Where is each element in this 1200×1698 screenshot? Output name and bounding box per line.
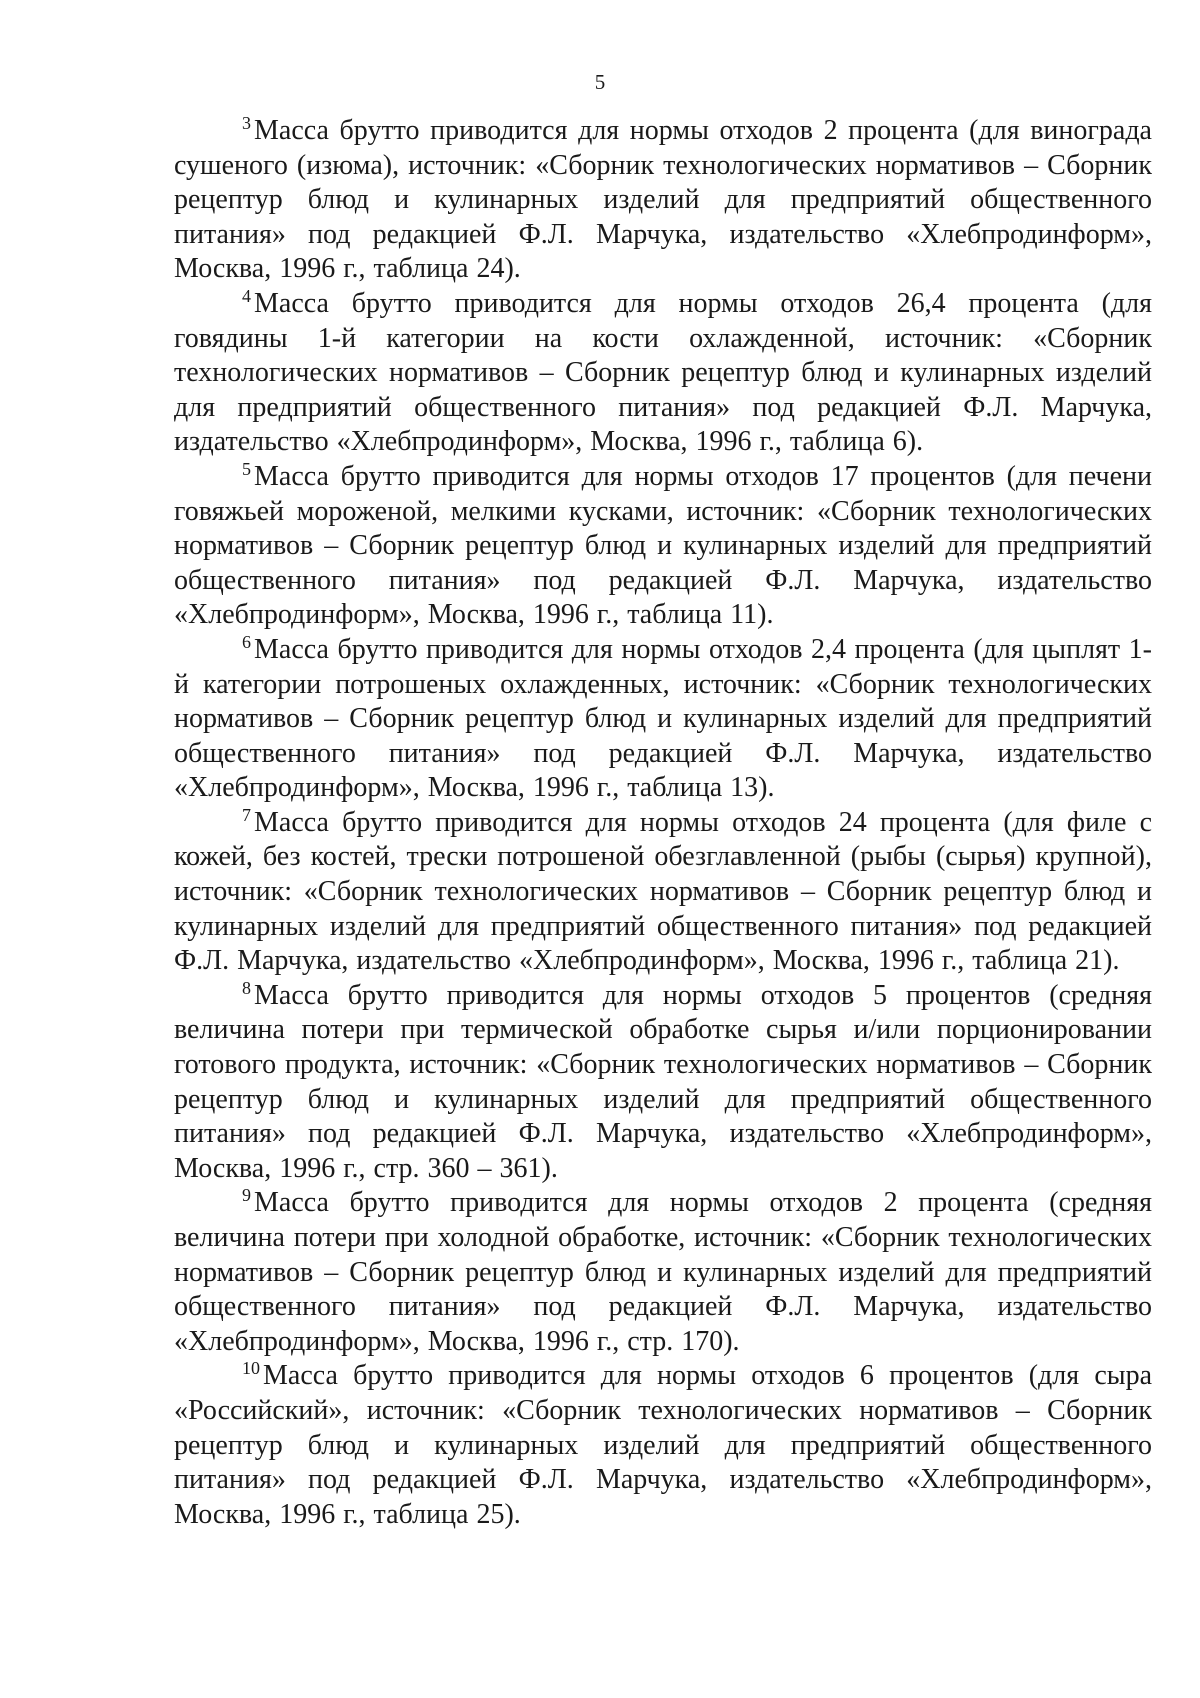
- page-number: 5: [594, 70, 606, 94]
- footnote-marker: 10: [242, 1358, 260, 1379]
- footnote-marker: 7: [242, 804, 251, 825]
- footnote-9: [174, 1186, 1152, 1359]
- footnote-text: Масса брутто приводится для нормы отходов 26,4 процента (для говядины 1-й категории на кости охлажденной, источник: «Сборник технологических нормативов – Сборник рецептур блюд и кулинарных изделий для предприятий общественного питания» под редакцией Ф.Л. Марчука, издательство «Хлебпродинформ», Москва, 1996 г., таблица 6).: [174, 287, 1152, 458]
- footnote-8: [174, 979, 1152, 1187]
- footnote-text: Масса брутто приводится для нормы отходов 24 процента (для филе с кожей, без костей, трески потрошеной обезглавленной (рыбы (сырья) крупной), источник: «Сборник технологических нормативов – Сборник рецептур блюд и кулинарных изделий для предприятий общественного питания» под редакцией Ф.Л. Марчука, издательство «Хлебпродинформ», Москва, 1996 г., таблица 21).: [174, 806, 1152, 977]
- footnote-marker: 4: [242, 285, 251, 306]
- footnote-6: [174, 633, 1152, 806]
- footnotes-section: [174, 114, 1152, 1532]
- footnote-marker: 8: [242, 977, 251, 998]
- footnote-marker: 5: [242, 458, 251, 479]
- footnote-3: [174, 114, 1152, 287]
- footnote-marker: 3: [242, 113, 251, 133]
- footnote-5: [174, 460, 1152, 633]
- footnote-marker: 6: [242, 631, 251, 652]
- footnote-7: [174, 806, 1152, 979]
- footnote-text: Масса брутто приводится для нормы отходов 2 процента (для винограда сушеного (изюма), источник: «Сборник технологических нормативов – Сборник рецептур блюд и кулинарных изделий для предприятий общественного питания» под редакцией Ф.Л. Марчука, издательство «Хлебпродинформ», Москва, 1996 г., таблица 24).: [174, 115, 1152, 285]
- footnote-10: [174, 1359, 1152, 1532]
- footnote-text: Масса брутто приводится для нормы отходов 6 процентов (для сыра «Российский», источник: «Сборник технологических нормативов – Сборник рецептур блюд и кулинарных изделий для предприятий общественного питания» под редакцией Ф.Л. Марчука, издательство «Хлебпродинформ», Москва, 1996 г., таблица 25).: [174, 1360, 1152, 1530]
- footnote-text: Масса брутто приводится для нормы отходов 2 процента (средняя величина потери при холодной обработке, источник: «Сборник технологических нормативов – Сборник рецептур блюд и кулинарных изделий для предприятий общественного питания» под редакцией Ф.Л. Марчука, издательство «Хлебпродинформ», Москва, 1996 г., стр. 170).: [174, 1187, 1152, 1357]
- footnote-text: Масса брутто приводится для нормы отходов 2,4 процента (для цыплят 1-й категории потрошеных охлажденных, источник: «Сборник технологических нормативов – Сборник рецептур блюд и кулинарных изделий для предприятий общественного питания» под редакцией Ф.Л. Марчука, издательство «Хлебпродинформ», Москва, 1996 г., таблица 13).: [174, 633, 1152, 804]
- footnote-4: [174, 287, 1152, 460]
- footnote-text: Масса брутто приводится для нормы отходов 17 процентов (для печени говяжьей мороженой, мелкими кусками, источник: «Сборник технологических нормативов – Сборник рецептур блюд и кулинарных изделий для предприятий общественного питания» под редакцией Ф.Л. Марчука, издательство «Хлебпродинформ», Москва, 1996 г., таблица 11).: [174, 460, 1152, 631]
- footnote-text: Масса брутто приводится для нормы отходов 5 процентов (средняя величина потери при термической обработке сырья и/или порционировании готового продукта, источник: «Сборник технологических нормативов – Сборник рецептур блюд и кулинарных изделий для предприятий общественного питания» под редакцией Ф.Л. Марчука, издательство «Хлебпродинформ», Москва, 1996 г., стр. 360 – 361).: [174, 979, 1152, 1184]
- footnote-marker: 9: [242, 1185, 251, 1206]
